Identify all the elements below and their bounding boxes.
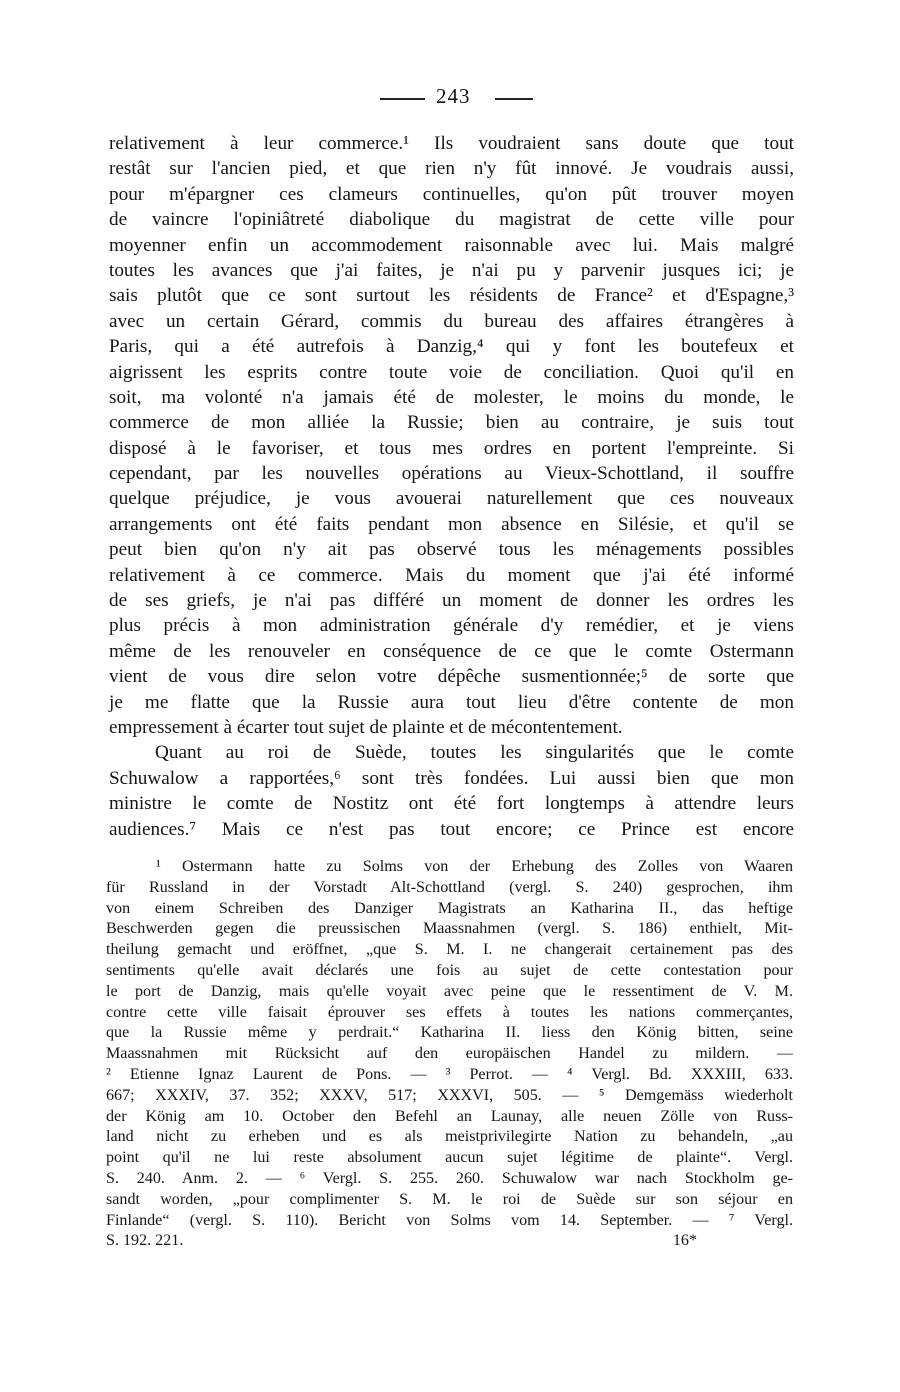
footnote-last-line (106, 1231, 793, 1252)
footnote-line: theilung gemacht und eröffnet, „que S. M. I. ne changerait certainement pas des (106, 941, 793, 959)
text-line: cependant, par les nouvelles opérations au Vieux-Schottland, il souffre (109, 463, 794, 485)
footnote-line: Beschwerden gegen die preussischen Maassnahmen (vergl. S. 186) enthielt, Mit- (106, 920, 793, 938)
footnote-line: 667; XXXIV, 37. 352; XXXV, 517; XXXVI, 505. — ⁵ Demgemäss wiederholt (106, 1086, 793, 1104)
text-line: de vaincre l'opiniâtreté diabolique du magistrat de cette ville pour (109, 209, 794, 231)
footnote-line: ¹ Ostermann hatte zu Solms von der Erhebung des Zolles von Waaren (156, 858, 793, 875)
text-line: disposé à le favoriser, et tous mes ordres en portent l'empreinte. Si (109, 437, 794, 459)
text-line: relativement à ce commerce. Mais du moment que j'ai été informé (109, 564, 794, 586)
footnote-line: der König am 10. October den Befehl an Launay, alle neuen Zölle von Russ- (106, 1107, 793, 1125)
footnote-line: S. 240. Anm. 2. — ⁶ Vergl. S. 255. 260. Schuwalow war nach Stockholm ge- (106, 1169, 793, 1187)
footnote-line: land nicht zu erheben und es als meistprivilegirte Nation zu behandeln, „au (106, 1128, 793, 1146)
text-line: de ses griefs, je n'ai pas différé un moment de donner les ordres les (109, 590, 794, 612)
text-line: commerce de mon alliée la Russie; bien au contraire, je suis tout (109, 412, 794, 434)
text-line: relativement à leur commerce.¹ Ils voudraient sans doute que tout (109, 133, 794, 154)
page-number: 243 (436, 84, 471, 108)
text-line: moyenner enfin un accommodement raisonnable avec lui. Mais malgré (109, 234, 794, 256)
footnote-line: ² Etienne Ignaz Laurent de Pons. — ³ Perrot. — ⁴ Vergl. Bd. XXXIII, 633. (106, 1065, 793, 1083)
text-line: audiences.⁷ Mais ce n'est pas tout encore; ce Prince est encore (109, 818, 794, 840)
text-line: vient de vous dire selon votre dépêche susmentionnée;⁵ de sorte que (109, 666, 794, 688)
footnote-line: sentiments qu'elle avait déclarés une fois au sujet de cette contestation pour (106, 961, 793, 979)
text-line: pour m'épargner ces clameurs continuelles, qu'on pût trouver moyen (109, 183, 794, 205)
footnote-line: sandt worden, „pour complimenter S. M. le roi de Suède sur son séjour en (106, 1190, 793, 1208)
text-line: Quant au roi de Suède, toutes les singularités que le comte (155, 742, 794, 764)
footnote-line: für Russland in der Vorstadt Alt-Schottland (vergl. S. 240) gesprochen, ihm (106, 878, 793, 896)
footnote-line: Finlande“ (vergl. S. 110). Bericht von Solms vom 14. September. — ⁷ Vergl. (106, 1211, 793, 1229)
text-line: je me flatte que la Russie aura tout lieu d'être contente de mon (109, 691, 794, 713)
main-text (109, 131, 794, 842)
text-line: arrangements ont été faits pendant mon absence en Silésie, et qu'il se (109, 513, 794, 535)
text-line: même de les renouveler en conséquence de ce que le comte Ostermann (109, 640, 794, 662)
footnotes (106, 857, 793, 1252)
footnote-line: von einem Schreiben des Danziger Magistrats an Katharina II., das heftige (106, 899, 793, 917)
text-line: empressement à écarter tout sujet de plainte et de mécontentement. (109, 716, 623, 738)
footnote-line: le port de Danzig, mais qu'elle voyait avec peine que le ressentiment de V. M. (106, 982, 793, 1000)
footnote-line-end: S. 192. 221. (106, 1232, 184, 1250)
text-line: plus précis à mon administration générale d'y remédier, et je viens (109, 615, 794, 637)
text-line: sais plutôt que ce sont surtout les résidents de France² et d'Espagne,³ (109, 285, 794, 307)
text-line: restât sur l'ancien pied, et que rien n'y fût innové. Je voudrais aussi, (109, 158, 794, 180)
header-rule-right (495, 98, 533, 100)
running-header (0, 84, 900, 114)
text-line: ministre le comte de Nostitz ont été fort longtemps à attendre leurs (109, 793, 794, 815)
signature-mark: 16* (672, 1232, 697, 1250)
text-line: peut bien qu'on n'y ait pas observé tous les ménagements possibles (109, 539, 794, 561)
text-line: Schuwalow a rapportées,⁶ sont très fondées. Lui aussi bien que mon (109, 767, 794, 789)
footnote-line: contre cette ville faisait éprouver ses effets à toutes les nations commerçantes, (106, 1003, 793, 1021)
text-line: soit, ma volonté n'a jamais été de molester, le moins du monde, le (109, 386, 794, 408)
header-rule-left (380, 98, 425, 100)
text-line: toutes les avances que j'ai faites, je n'ai pu y parvenir jusques ici; je (109, 259, 794, 281)
text-line: avec un certain Gérard, commis du bureau des affaires étrangères à (109, 310, 794, 332)
footnote-line: que la Russie même y perdrait.“ Katharina II. liess den König bitten, seine (106, 1024, 793, 1042)
footnote-line: Maassnahmen mit Rücksicht auf den europäischen Handel zu mildern. — (106, 1045, 793, 1063)
text-line: quelque préjudice, je vous avouerai naturellement que ces nouveaux (109, 488, 794, 510)
text-line: aigrissent les esprits contre toute voie de conciliation. Quoi qu'il en (109, 361, 794, 383)
footnote-line: point qu'il ne lui reste absolument aucun sujet légitime de plainte“. Vergl. (106, 1149, 793, 1167)
text-line: Paris, qui a été autrefois à Danzig,⁴ qui y font les boutefeux et (109, 336, 794, 358)
